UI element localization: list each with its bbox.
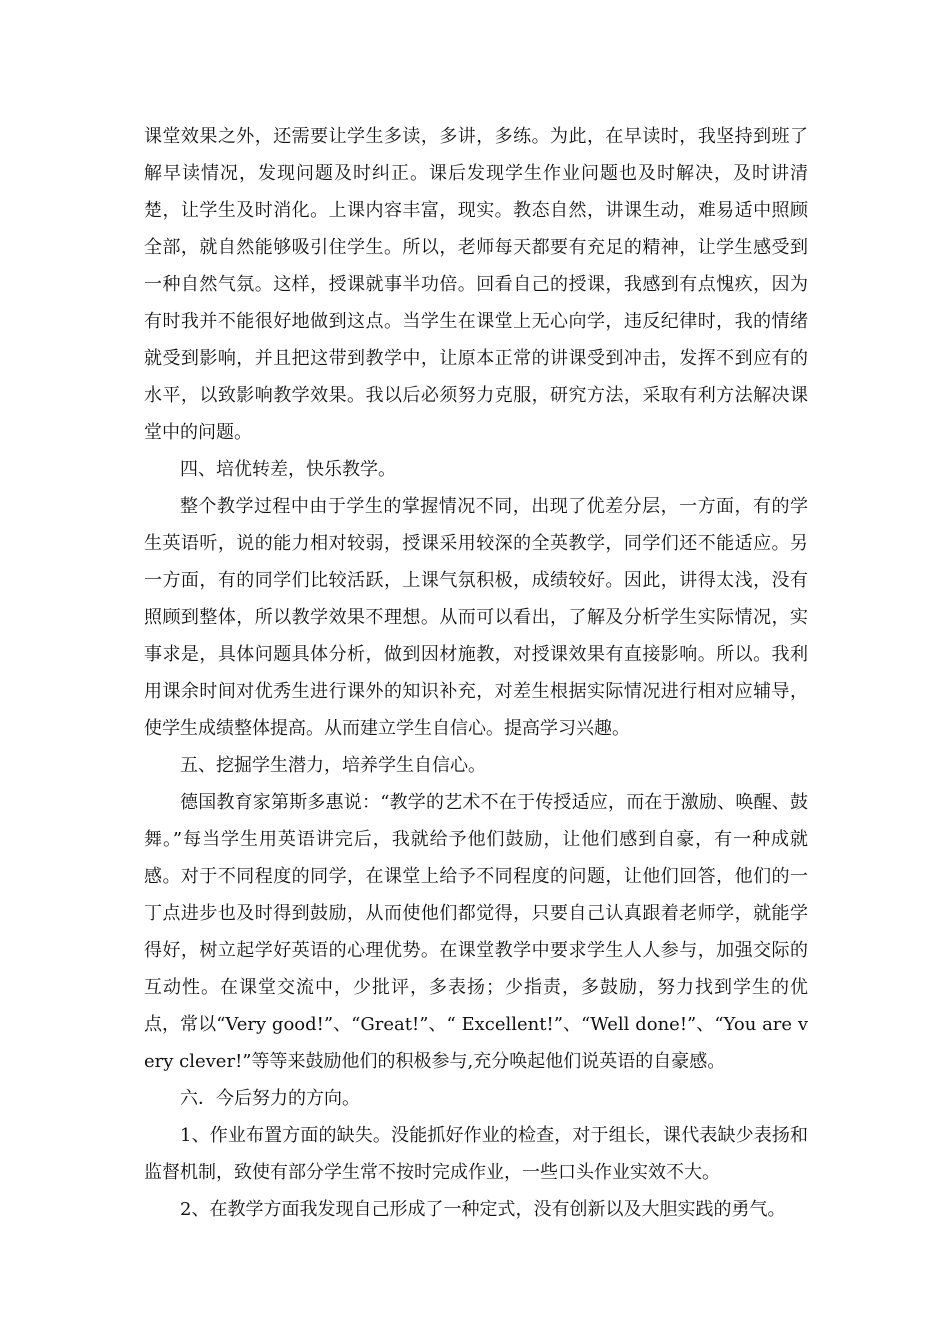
paragraph-classroom-effect: 课堂效果之外，还需要让学生多读，多讲，多练。为此，在早读时，我坚持到班了解早读情况，发现问题及时纠正。课后发现学生作业问题也及时解决，及时讲清楚，让学生及时消化。上课内容丰富，现实。教态自然，讲课生动，难易适中照顾全部，就自然能够吸引住学生。所以，老师每天都要有充足的精神，让学生感受到一种自然气氛。这样，授课就事半功倍。回看自己的授课，我感到有点愧疚，因为有时我并不能很好地做到这点。当学生在课堂上无心向学，违反纪律时，我的情绪就受到影响，并且把这带到教学中，让原本正常的讲课受到冲击，发挥不到应有的水平，以致影响教学效果。我以后必须努力克服，研究方法，采取有利方法解决课堂中的问题。 <box>144 126 808 443</box>
section-heading-6: 六．今后努力的方向。 <box>180 1088 360 1109</box>
section-heading-5: 五、挖掘学生潜力，培养学生自信心。 <box>180 755 486 776</box>
paragraph-differentiated-teaching: 整个教学过程中由于学生的掌握情况不同，出现了优差分层，一方面，有的学生英语听，说的能力相对较弱，授课采用较深的全英教学，同学们还不能适应。另一方面，有的同学们比较活跃，上课气氛积极，成绩较好。因此，讲得太浅，没有照顾到整体，所以教学效果不理想。从而可以看出，了解及分析学生实际情况，实事求是，具体问题具体分析，做到因材施教，对授课效果有直接影响。所以。我利用课余时间对优秀生进行课外的知识补充，对差生根据实际情况进行相对应辅导，使学生成绩整体提高。从而建立学生自信心。提高学习兴趣。 <box>144 496 808 739</box>
section-heading-4: 四、培优转差，快乐教学。 <box>180 459 396 480</box>
document-body <box>144 118 808 1228</box>
paragraph-student-confidence: 德国教育家第斯多惠说：“教学的艺术不在于传授适应，而在于激励、唤醒、鼓舞。”每当学生用英语讲完后，我就给予他们鼓励，让他们感到自豪，有一种成就感。对于不同程度的同学，在课堂上给予不同程度的问题，让他们回答，他们的一丁点进步也及时得到鼓励，从而使他们都觉得，只要自己认真跟着老师学，就能学得好，树立起学好英语的心理优势。在课堂教学中要求学生人人参与，加强交际的互动性。在课堂交流中，少批评，多表扬；少指责，多鼓励，努力找到学生的优点，常以“Very good!”、“Great!”、“ Excellent!”、“Well done!”、“You are very clever!”等等来鼓励他们的积极参与,充分唤起他们说英语的自豪感。 <box>144 792 808 1072</box>
paragraph-teaching-pattern: 2、在教学方面我发现自己形成了一种定式，没有创新以及大胆实践的勇气。 <box>180 1199 786 1220</box>
paragraph-homework-shortcoming: 1、作业布置方面的缺失。没能抓好作业的检查，对于组长，课代表缺少表扬和监督机制，致使有部分学生常不按时完成作业，一些口头作业实效不大。 <box>144 1125 808 1183</box>
